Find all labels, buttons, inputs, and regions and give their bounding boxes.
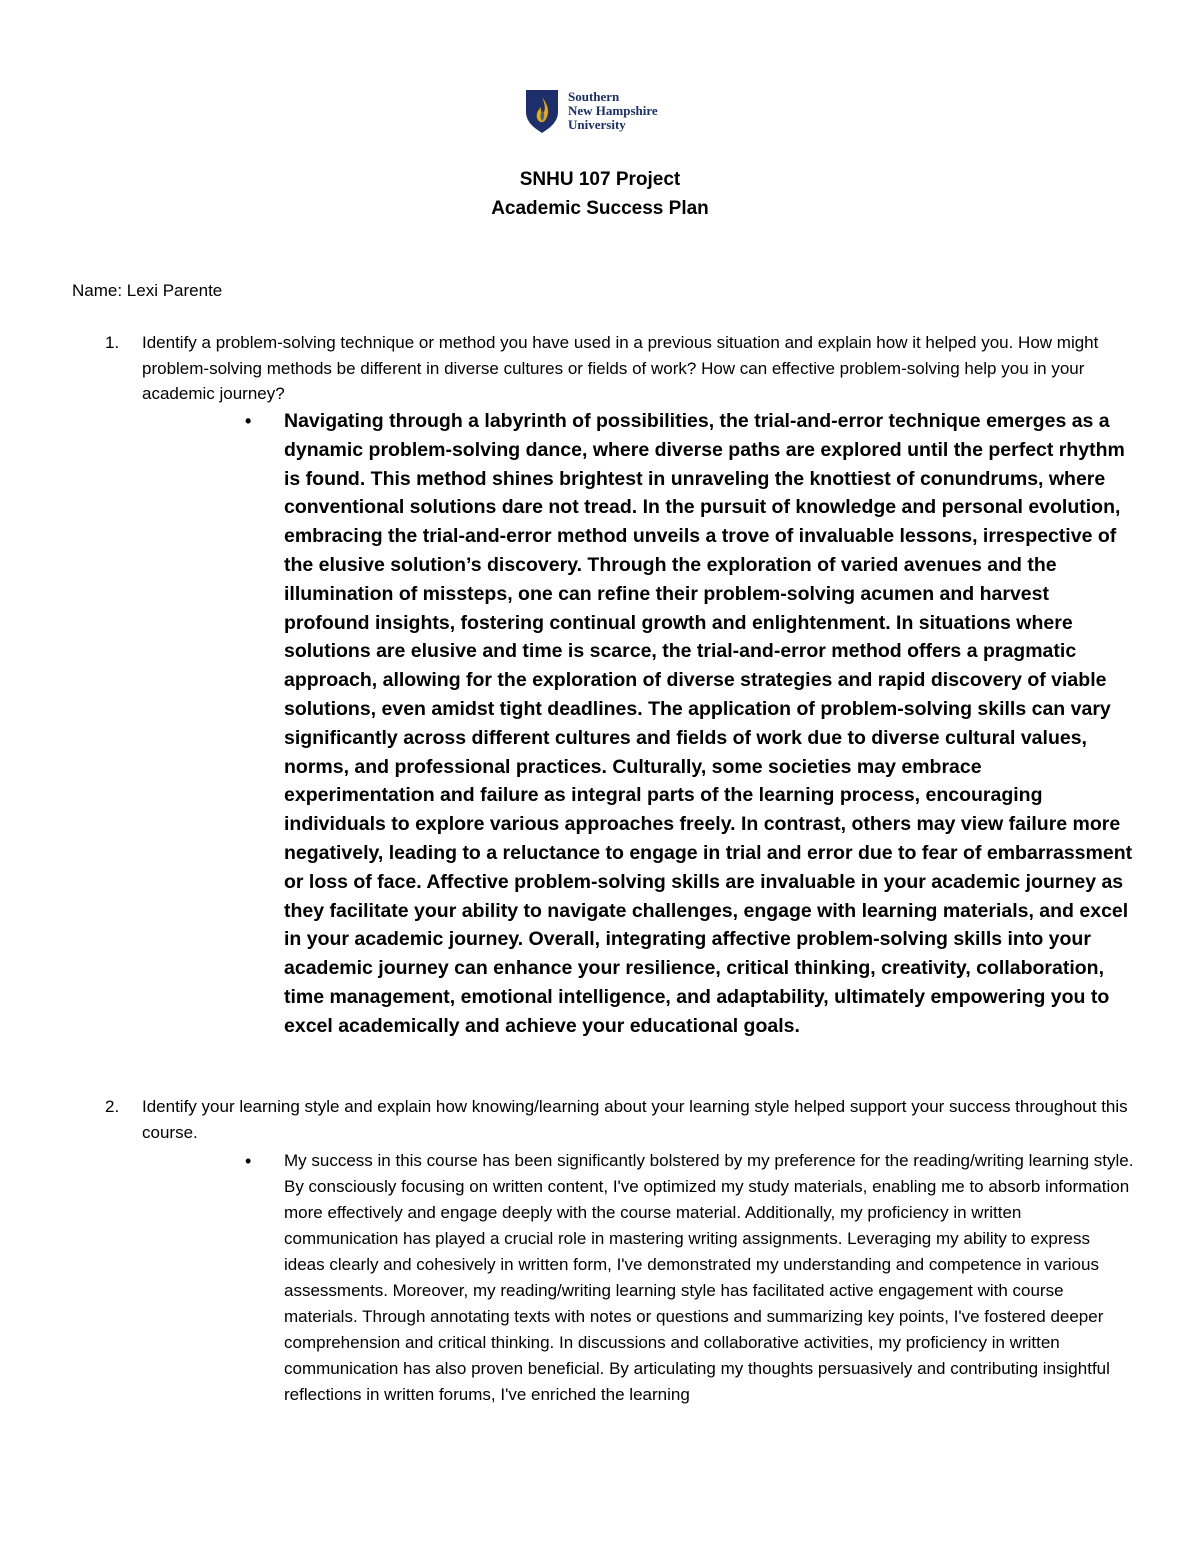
answer-text: My success in this course has been significantly bolstered by my preference for the reading/writing learning style. By consciously focusing on written content, I've optimized my study materials, enabling me to absorb information more effectively and engage deeply with the course material. Additionally, my proficiency in written communication has played a crucial role in mastering writing assignments. Leveraging my ability to express ideas clearly and cohesively in written form, I've demonstrated my understanding and competence in various assessments. Moreover, my reading/writing learning style has facilitated active engagement with course materials. Through annotating texts with notes or questions and summarizing key points, I've fostered deeper comprehension and critical thinking. In discussions and collaborative activities, my proficiency in written communication has also proven beneficial. By articulating my thoughts persuasively and contributing insightful reflections in written forums, I've enriched the learning <box>284 1151 1134 1404</box>
answer-2 <box>245 1148 1135 1408</box>
document-subtitle: Academic Success Plan <box>491 198 709 219</box>
flame-shield-icon <box>524 88 560 134</box>
answer-1 <box>245 407 1135 1041</box>
answer-text: Navigating through a labyrinth of possibilities, the trial-and-error technique emerges as a dynamic problem-solving dance, where diverse paths are explored until the perfect rhythm is found. This method shines brightest in unraveling the knottiest of conundrums, where conventional solutions dare not tread. In the pursuit of knowledge and personal evolution, embracing the trial-and-error method unveils a trove of invaluable lessons, irrespective of the elusive solution’s discovery. Through the exploration of varied avenues and the illumination of missteps, one can refine their problem-solving acumen and harvest profound insights, fostering continual growth and enlightenment. In situations where solutions are elusive and time is scarce, the trial-and-error method offers a pragmatic approach, allowing for the exploration of diverse strategies and rapid discovery of viable solutions, even amidst tight deadlines. The application of problem-solving skills can vary significantly across different cultures and fields of work due to diverse cultural values, norms, and professional practices. Culturally, some societies may embrace experimentation and failure as integral parts of the learning process, encouraging individuals to explore various approaches freely. In contrast, others may view failure more negatively, leading to a reluctance to engage in trial and error due to fear of embarrassment or loss of face. Affective problem-solving skills are invaluable in your academic journey as they facilitate your ability to navigate challenges, engage with learning materials, and excel in your academic journey. Overall, integrating affective problem-solving skills into your academic journey can enhance your resilience, critical thinking, creativity, collaboration, time management, emotional intelligence, and adaptability, ultimately empowering you to excel academically and achieve your educational goals. <box>284 410 1133 1037</box>
question-number: 1. <box>105 333 120 352</box>
question-2 <box>105 1094 1142 1145</box>
question-1 <box>105 330 1142 407</box>
question-text: Identify a problem-solving technique or method you have used in a previous situation and explain how it helped you. How might problem-solving methods be different in diverse cultures or fields of work? How can effective problem-solving help you in your academic journey? <box>142 333 1099 403</box>
logo-line: New Hampshire <box>568 103 658 118</box>
document-title: SNHU 107 Project <box>519 169 681 190</box>
university-logo <box>524 86 684 136</box>
logo-wordmark <box>568 90 658 132</box>
question-text: Identify your learning style and explain how knowing/learning about your learning style helped support your success throughout this course. <box>142 1097 1128 1142</box>
bullet-icon: • <box>245 1151 252 1171</box>
bullet-icon: • <box>245 411 252 431</box>
logo-line: Southern <box>568 89 620 104</box>
question-number: 2. <box>105 1097 120 1116</box>
student-name: Name: Lexi Parente <box>72 281 223 300</box>
logo-line: University <box>568 117 626 132</box>
